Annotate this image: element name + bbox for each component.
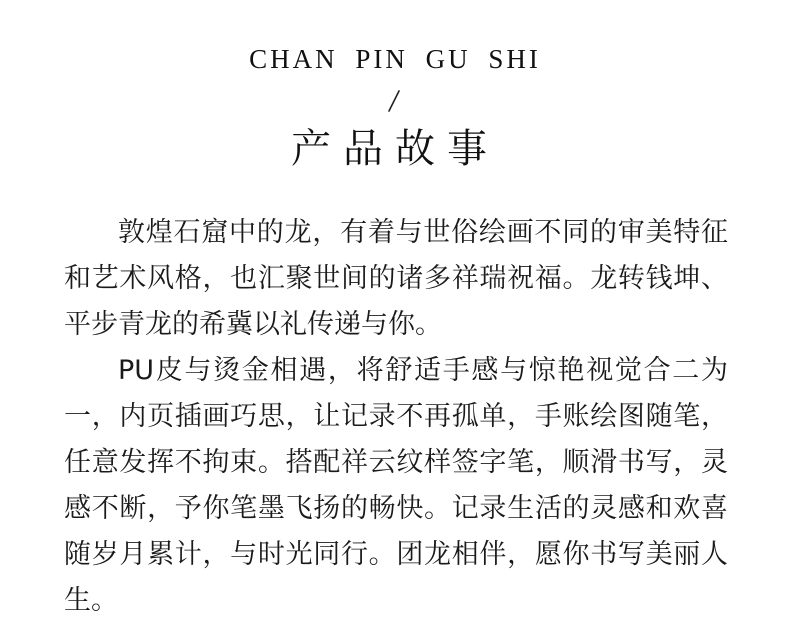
story-body: [64, 210, 728, 624]
page-title: 产品故事: [291, 126, 499, 172]
story-paragraph: 敦煌石窟中的龙，有着与世俗绘画不同的审美特征和艺术风格，也汇聚世间的诸多祥瑞祝福。龙转钱坤、平步青龙的希冀以礼传递与你。: [64, 217, 728, 340]
slash-divider: [384, 90, 404, 112]
pinyin-heading: CHAN PIN GU SHI: [249, 44, 541, 74]
story-paragraph: PU皮与烫金相遇，将舒适手感与惊艳视觉合二为一，内页插画巧思，让记录不再孤单，手账绘图随笔，任意发挥不拘束。搭配祥云纹样签字笔，顺滑书写，灵感不断，予你笔墨飞扬的畅快。记录生活的灵感和欢喜随岁月累计，与时光同行。团龙相伴，愿你书写美丽人生。: [64, 355, 728, 616]
